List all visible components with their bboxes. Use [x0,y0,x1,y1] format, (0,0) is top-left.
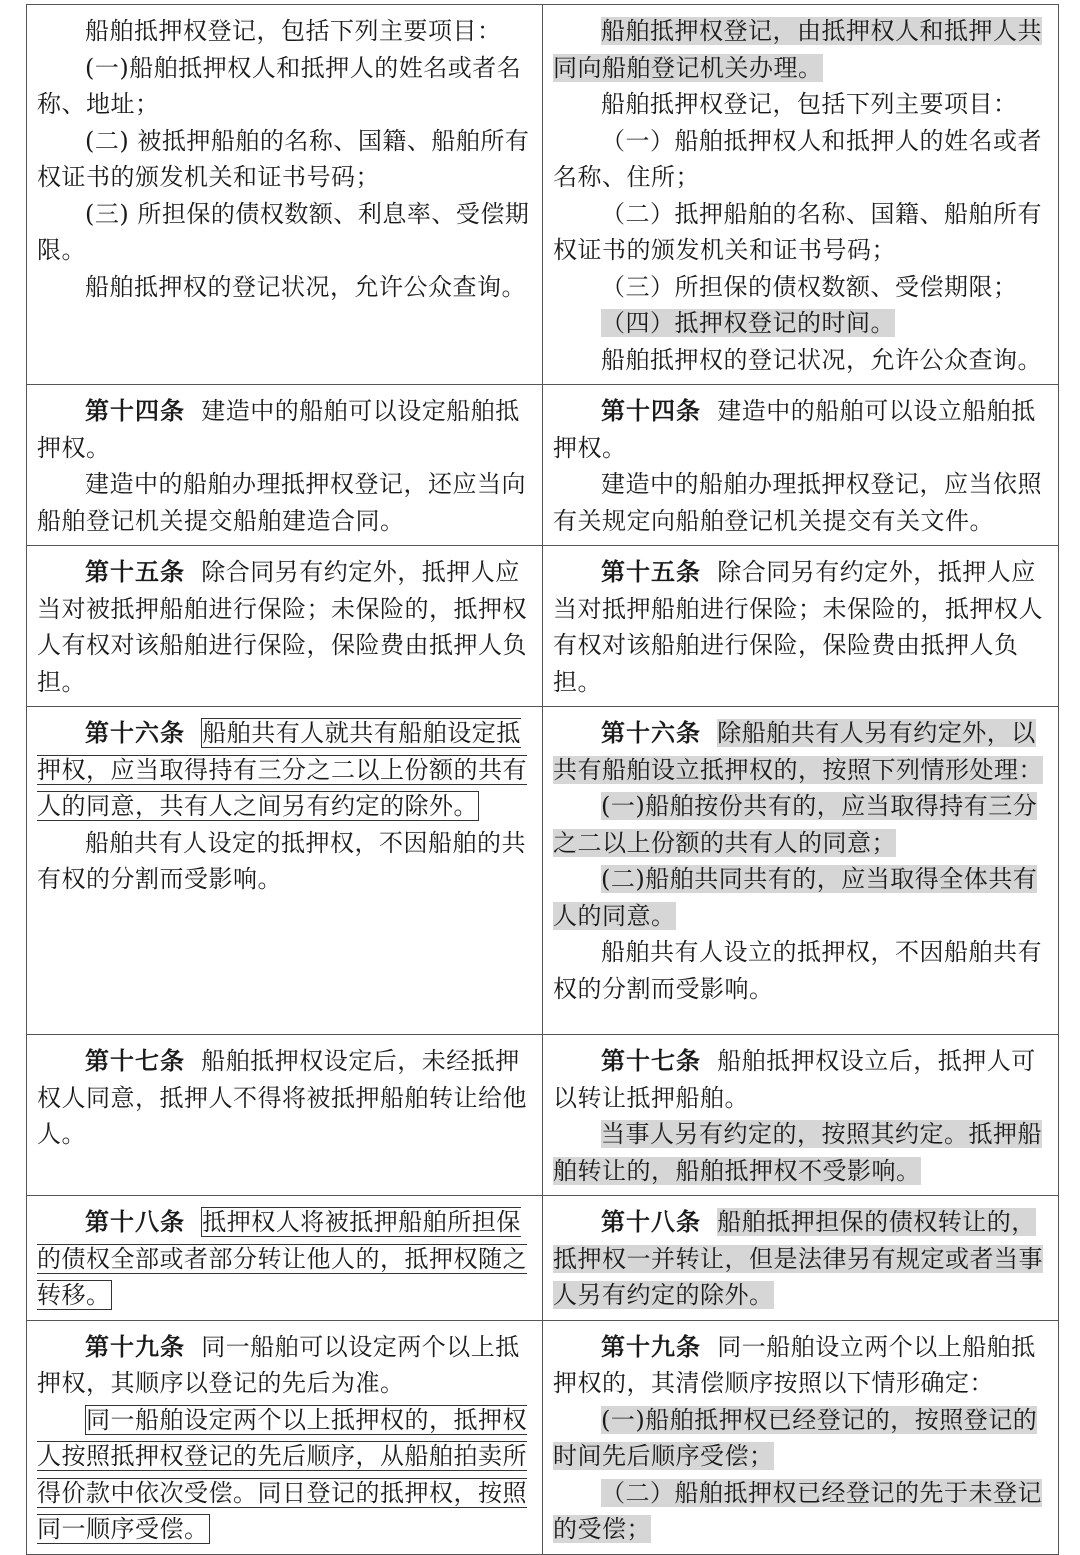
article-number: 第十七条 [85,1047,185,1075]
paragraph [553,393,1048,466]
boxed-change: 船舶共有人就共有船舶设定抵押权，应当取得持有三分之二以上份额的共有人的同意，共有人之间另有约定的除外。 [37,719,527,820]
comparison-table [26,4,1059,1555]
highlighted-change: (二)船舶共同共有的，应当取得全体共有人的同意。 [553,865,1038,930]
paragraph [553,715,1048,788]
article-number: 第十九条 [85,1332,185,1361]
old-text-cell [27,385,543,546]
old-text-cell [27,1035,543,1196]
article-number: 第十八条 [85,1208,185,1236]
new-text-cell [543,1320,1059,1554]
article-number: 第十六条 [601,719,701,747]
old-text-cell [27,1196,543,1321]
new-text-cell [543,5,1059,385]
paragraph [37,1402,532,1548]
old-text-cell [27,546,543,707]
article-number: 第十六条 [85,719,185,747]
paragraph [553,1475,1048,1548]
paragraph: 船舶共有人设定的抵押权，不因船舶的共有权的分割而受影响。 [37,828,526,893]
highlighted-change: 船舶抵押权登记，由抵押权人和抵押人共同向船舶登记机关办理。 [553,17,1042,82]
article-number: 第十七条 [601,1047,701,1075]
old-text-cell [27,5,543,385]
paragraph: （一）船舶抵押权人和抵押人的姓名或者名称、住所； [553,126,1042,191]
paragraph: (三) 所担保的债权数额、利息率、受偿期限。 [37,199,530,264]
paragraph: （三）所担保的债权数额、受偿期限； [601,272,1018,301]
article-text: 船舶抵押权设立后，抵押人可以转让抵押船舶。 [553,1047,1036,1112]
paragraph: （二）抵押船舶的名称、国籍、船舶所有权证书的颁发机关和证书号码； [553,199,1042,264]
paragraph [553,1204,1048,1314]
paragraph [553,788,1048,861]
new-text-cell [543,707,1059,1035]
new-text-cell [543,546,1059,707]
table-row [27,1196,1059,1321]
paragraph [37,715,532,825]
paragraph: 船舶抵押权登记，包括下列主要项目： [85,17,502,45]
highlighted-change: 船舶抵押担保的债权转让的，抵押权一并转让，但是法律另有规定或者当事人另有约定的除外。 [553,1208,1043,1309]
paragraph [553,861,1048,934]
new-text-cell [543,1196,1059,1321]
paragraph [37,1043,532,1153]
paragraph: (二) 被抵押船舶的名称、国籍、船舶所有权证书的颁发机关和证书号码； [37,126,530,191]
table-row [27,385,1059,546]
highlighted-change: 当事人另有约定的，按照其约定。抵押船舶转让的，船舶抵押权不受影响。 [553,1120,1042,1185]
new-text-cell [543,1035,1059,1196]
article-number: 第十四条 [601,397,701,425]
paragraph: 船舶抵押权登记，包括下列主要项目： [601,90,1018,118]
boxed-change: 抵押权人将被抵押船舶所担保的债权全部或者部分转让他人的，抵押权随之转移。 [37,1208,527,1309]
paragraph [553,305,1048,342]
article-text: 建造中的船舶可以设定船舶抵押权。 [37,397,520,462]
table-row [27,1320,1059,1554]
paragraph [37,554,532,700]
highlighted-change: 除船舶共有人另有约定外，以共有船舶设立抵押权的，按照下列情形处理： [553,719,1043,784]
paragraph [37,1329,532,1402]
paragraph [553,1043,1048,1116]
paragraph: 船舶抵押权的登记状况，允许公众查询。 [601,345,1042,374]
table-row [27,546,1059,707]
new-text-cell [543,385,1059,546]
boxed-change: 同一船舶设定两个以上抵押权的，抵押权人按照抵押权登记的先后顺序，从船舶拍卖所得价款中依次受偿。同日登记的抵押权，按照同一顺序受偿。 [37,1405,527,1543]
article-text: 除合同另有约定外，抵押人应当对被抵押船舶进行保险；未保险的，抵押权人有权对该船舶进行保险，保险费由抵押人负担。 [37,558,527,696]
article-number: 第十五条 [85,558,185,586]
table-row [27,707,1059,1035]
paragraph [553,1116,1048,1189]
paragraph [37,1204,532,1314]
paragraph: 建造中的船舶办理抵押权登记，应当依照有关规定向船舶登记机关提交有关文件。 [553,470,1042,535]
article-text: 同一船舶设立两个以上船舶抵押权的，其清偿顺序按照以下情形确定： [553,1332,1036,1397]
article-number: 第十四条 [85,397,185,425]
highlighted-change: (一)船舶抵押权已经登记的，按照登记的时间先后顺序受偿； [553,1405,1038,1470]
paragraph [37,393,532,466]
old-text-cell [27,707,543,1035]
article-text: 同一船舶可以设定两个以上抵押权，其顺序以登记的先后为准。 [37,1332,520,1397]
paragraph [553,1402,1048,1475]
article-number: 第十五条 [601,558,701,586]
highlighted-change: （四）抵押权登记的时间。 [601,309,895,337]
old-text-cell [27,1320,543,1554]
table-row [27,1035,1059,1196]
paragraph: 建造中的船舶办理抵押权登记，还应当向船舶登记机关提交船舶建造合同。 [37,470,526,535]
article-number: 第十九条 [601,1332,701,1361]
article-text: 建造中的船舶可以设立船舶抵押权。 [553,397,1036,462]
paragraph [553,554,1048,700]
paragraph [553,1329,1048,1402]
highlighted-change: (一)船舶按份共有的，应当取得持有三分之二以上份额的共有人的同意； [553,792,1038,857]
highlighted-change: （二）船舶抵押权已经登记的先于未登记的受偿； [553,1478,1042,1543]
paragraph: 船舶抵押权的登记状况，允许公众查询。 [85,272,526,301]
article-number: 第十八条 [601,1208,701,1236]
article-text: 船舶抵押权设定后，未经抵押权人同意，抵押人不得将被抵押船舶转让给他人。 [37,1047,527,1148]
paragraph [553,13,1048,86]
paragraph: 船舶共有人设立的抵押权，不因船舶共有权的分割而受影响。 [553,938,1042,1003]
article-text: 除合同另有约定外，抵押人应当对抵押船舶进行保险；未保险的，抵押权人有权对该船舶进行保险，保险费由抵押人负担。 [553,558,1043,696]
paragraph: (一)船舶抵押权人和抵押人的姓名或者名称、地址； [37,53,522,118]
table-row [27,5,1059,385]
